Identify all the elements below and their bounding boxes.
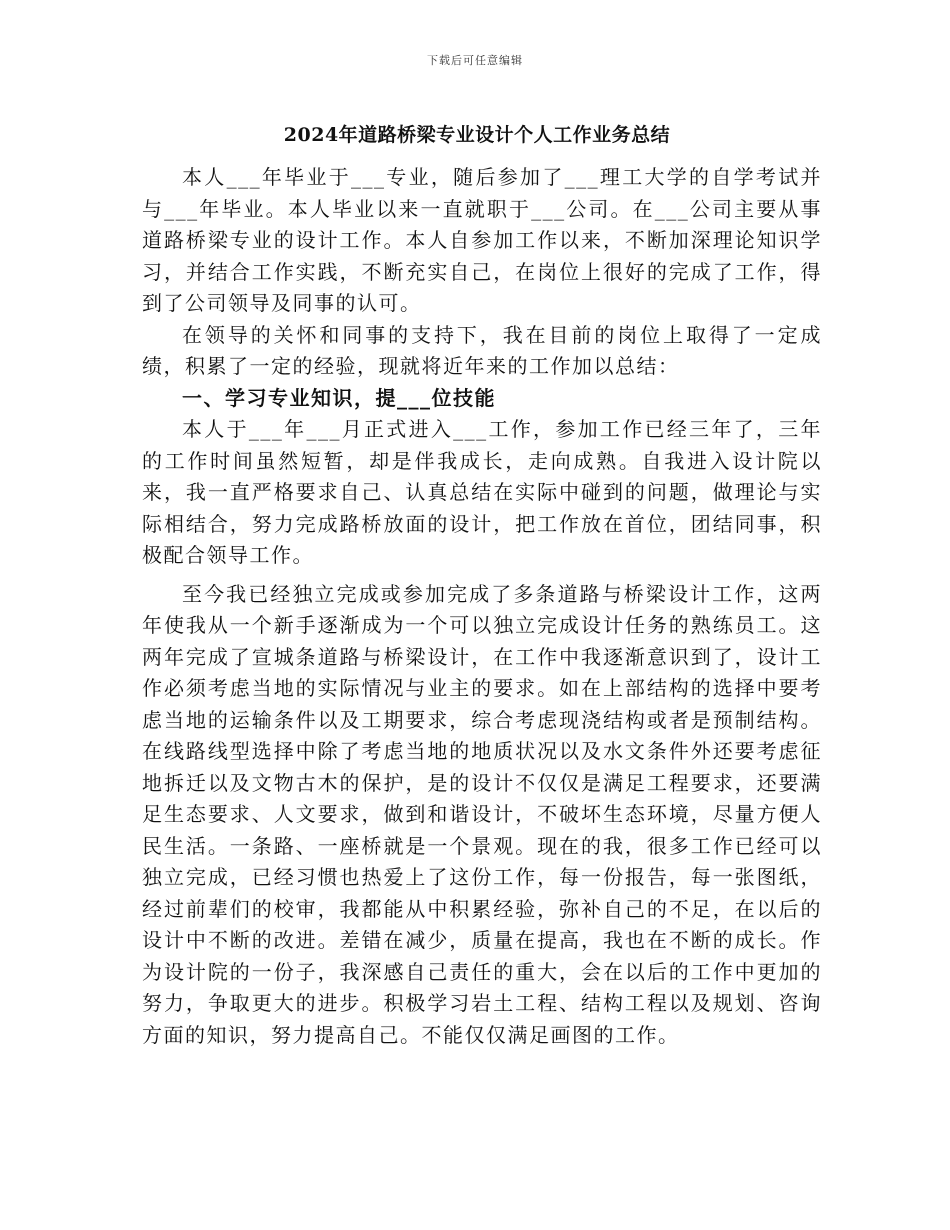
paragraph-intro: 本人___年毕业于___专业，随后参加了___理工大学的自学考试并与___年毕业。本人毕业以来一直就职于___公司。在___公司主要从事道路桥梁专业的设计工作。本人自参加工作以来，不断加深理论知识学习，并结合工作实践，不断充实自己，在岗位上很好的完成了工作，得到了公司领导及同事的认可。 [142, 165, 822, 315]
section-heading-1: 一、学习专业知识，提___位技能 [182, 385, 496, 410]
paragraph-summary-lead: 在领导的关怀和同事的支持下，我在目前的岗位上取得了一定成绩，积累了一定的经验，现就将近年来的工作加以总结： [142, 322, 822, 378]
paragraph-section1-b: 至今我已经独立完成或参加完成了多条道路与桥梁设计工作，这两年使我从一个新手逐渐成为一个可以独立完成设计任务的熟练员工。这两年完成了宣城条道路与桥梁设计，在工作中我逐渐意识到了，设计工作必须考虑当地的实际情况与业主的要求。如在上部结构的选择中要考虑当地的运输条件以及工期要求，综合考虑现浇结构或者是预制结构。在线路线型选择中除了考虑当地的地质状况以及水文条件外还要考虑征地拆迁以及文物古木的保护，是的设计不仅仅是满足工程要求，还要满足生态要求、人文要求，做到和谐设计，不破坏生态环境，尽量方便人民生活。一条路、一座桥就是一个景观。现在的我，很多工作已经可以独立完成，已经习惯也热爱上了这份工作，每一份报告，每一张图纸，经过前辈们的校审，我都能从中积累经验，弥补自己的不足，在以后的设计中不断的改进。差错在减少，质量在提高，我也在不断的成长。作为设计院的一份子，我深感自己责任的重大，会在以后的工作中更加的努力，争取更大的进步。积极学习岩土工程、结构工程以及规划、咨询方面的知识，努力提高自己。不能仅仅满足画图的工作。 [142, 581, 822, 1047]
document-title: 2024年道路桥梁专业设计个人工作业务总结 [283, 124, 671, 146]
document-body [142, 162, 822, 1051]
page-header-note: 下载后可任意编辑 [427, 54, 523, 67]
paragraph-section1-a: 本人于___年___月正式进入___工作，参加工作已经三年了，三年的工作时间虽然短暂，却是伴我成长，走向成熟。自我进入设计院以来，我一直严格要求自己、认真总结在实际中碰到的问题，做理论与实际相结合，努力完成路桥放面的设计，把工作放在首位，团结同事，积极配合领导工作。 [142, 417, 822, 567]
